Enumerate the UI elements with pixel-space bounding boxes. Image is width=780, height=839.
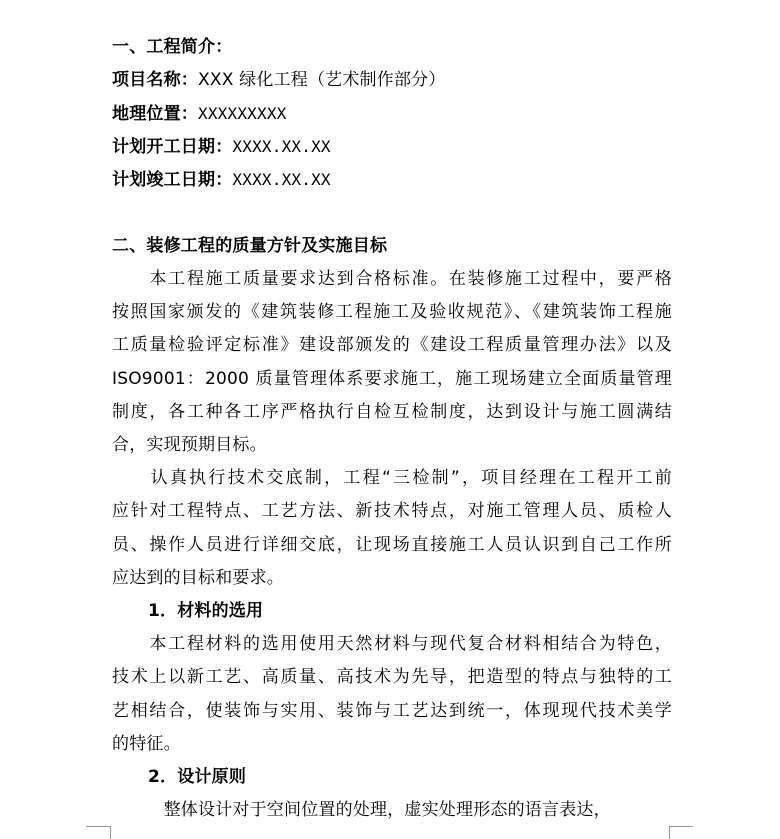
project-name-row xyxy=(112,69,672,91)
start-date-value: XXXX.XX.XX xyxy=(232,137,331,156)
project-name-label: 项目名称： xyxy=(112,70,198,90)
sub1-heading: 1．材料的选用 xyxy=(148,601,264,621)
paragraph-line: 认真执行技术交底制，工程“三检制”，项目经理在工程开工前 xyxy=(112,468,672,488)
crop-mark xyxy=(669,826,670,839)
start-date-label: 计划开工日期： xyxy=(112,137,233,157)
section2-heading: 二、装修工程的质量方针及实施目标 xyxy=(112,236,388,256)
start-date-row xyxy=(112,136,672,158)
paragraph-line: 应达到的目标和要求。 xyxy=(112,568,284,588)
end-date-row xyxy=(112,169,672,191)
paragraph-line: 本工程施工质量要求达到合格标准。在装修施工过程中，要严格 xyxy=(112,269,672,289)
paragraph-line: 艺相结合，使装饰与实用、装饰与工艺达到统一，体现现代技术美学 xyxy=(112,701,672,721)
paragraph-line: 制度，各工种各工序严格执行自检互检制度，达到设计与施工圆满结 xyxy=(112,402,672,422)
paragraph-line: 合，实现预期目标。 xyxy=(112,435,267,455)
end-date-value: XXXX.XX.XX xyxy=(232,170,331,189)
crop-mark xyxy=(86,826,110,827)
location-value: XXXXXXXXX xyxy=(198,104,287,123)
location-row xyxy=(112,103,672,125)
paragraph-line: 整体设计对于空间位置的处理，虚实处理形态的语言表达， xyxy=(112,800,611,820)
paragraph-line: 工质量检验评定标准》建设部颁发的《建设工程质量管理办法》以及 xyxy=(112,335,672,355)
paragraph-line: 的特征。 xyxy=(112,734,181,754)
location-label: 地理位置： xyxy=(112,104,198,124)
project-name-value: XXX 绿化工程（艺术制作部分） xyxy=(198,70,446,90)
paragraph-line: 应针对工程特点、工艺方法、新技术特点，对施工管理人员、质检人 xyxy=(112,501,672,521)
end-date-label: 计划竣工日期： xyxy=(112,170,233,190)
crop-mark xyxy=(669,826,693,827)
sub2-heading: 2．设计原则 xyxy=(148,767,247,787)
crop-mark xyxy=(110,826,111,839)
paragraph-line: 员、操作人员进行详细交底，让现场直接施工人员认识到自己工作所 xyxy=(112,535,672,555)
section1-heading: 一、工程简介： xyxy=(112,37,233,57)
paragraph-line: 技术上以新工艺、高质量、高技术为先导，把造型的特点与独特的工 xyxy=(112,667,672,687)
paragraph-line: 本工程材料的选用使用天然材料与现代复合材料相结合为特色， xyxy=(112,634,672,654)
paragraph-line: ISO9001：2000 质量管理体系要求施工，施工现场建立全面质量管理 xyxy=(112,369,672,389)
paragraph-line: 按照国家颁发的《建筑装修工程施工及验收规范》、《建筑装饰工程施 xyxy=(112,302,672,322)
